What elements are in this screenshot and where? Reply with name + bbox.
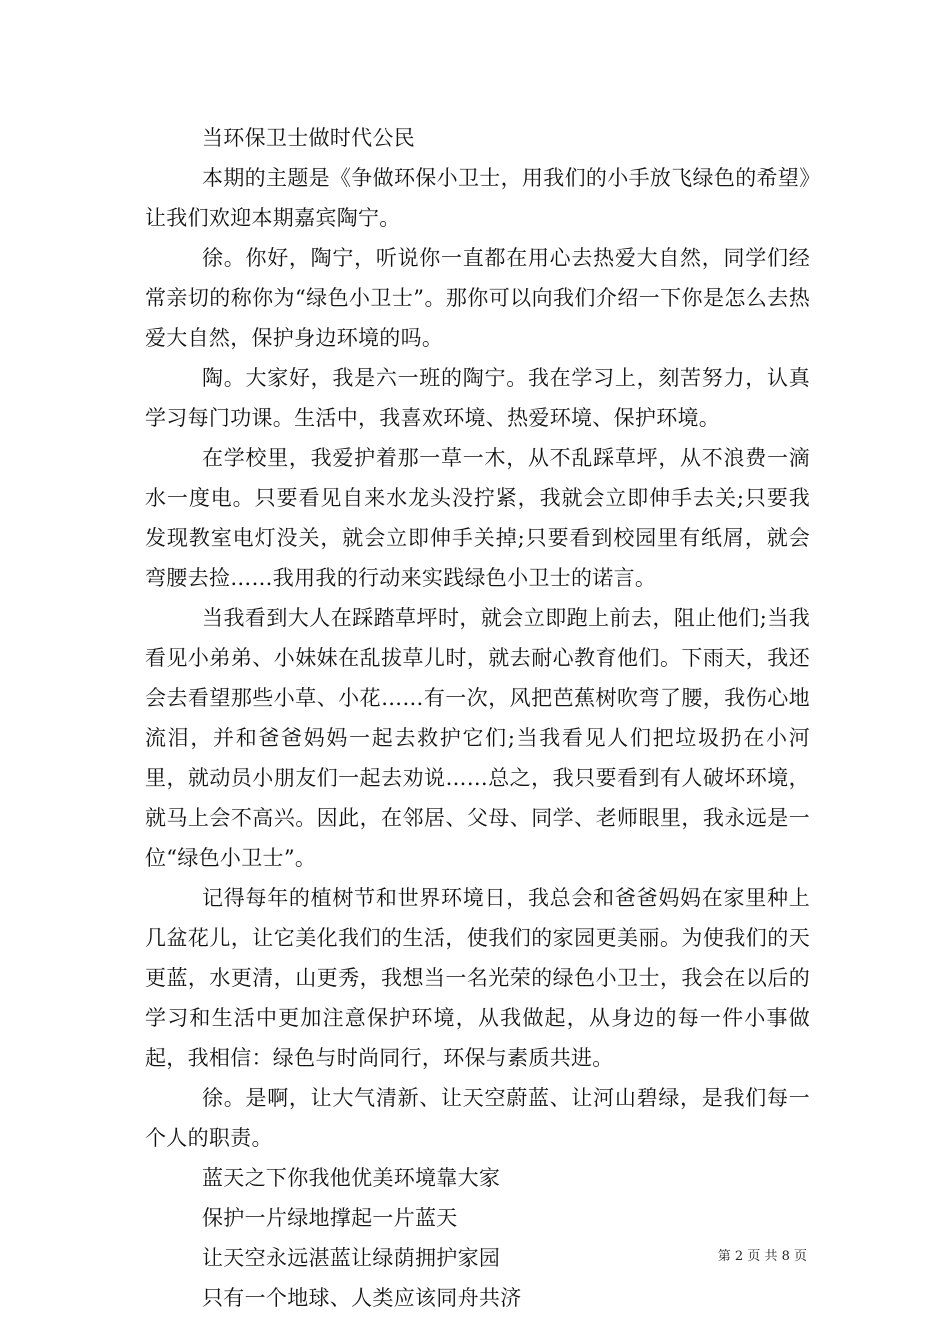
paragraph-xu-question: 徐。你好，陶宁，听说你一直都在用心去热爱大自然，同学们经常亲切的称你为“绿色小卫士”。那你可以向我们介绍一下你是怎么去热爱大自然，保护身边环境的吗。	[145, 246, 810, 350]
document-body	[145, 118, 810, 1318]
paragraph-intro: 本期的主题是《争做环保小卫士，用我们的小手放飞绿色的希望》让我们欢迎本期嘉宾陶宁。	[145, 166, 810, 230]
slogan-line: 蓝天之下你我他优美环境靠大家	[202, 1166, 501, 1190]
paragraph-school: 在学校里，我爱护着那一草一木，从不乱踩草坪，从不浪费一滴水一度电。只要看见自来水龙头没拧紧，我就会立即伸手去关;只要我发现教室电灯没关，就会立即伸手关掉;只要看到校园里有纸屑，就会弯腰去捡……我用我的行动来实践绿色小卫士的诺言。	[145, 446, 810, 590]
slogan-line: 只有一个地球、人类应该同舟共济	[202, 1286, 522, 1310]
page-number-footer: 第 2 页 共 8 页	[717, 1249, 807, 1264]
slogan-line: 保护一片绿地撑起一片蓝天	[202, 1206, 458, 1230]
paragraph-tao-answer: 陶。大家好，我是六一班的陶宁。我在学习上，刻苦努力，认真学习每门功课。生活中，我喜欢环境、热爱环境、保护环境。	[145, 366, 810, 430]
paragraph-xu-closing: 徐。是啊，让大气清新、让天空蔚蓝、让河山碧绿，是我们每一个人的职责。	[145, 1086, 810, 1150]
slogan-line: 让天空永远湛蓝让绿荫拥护家园	[202, 1246, 501, 1270]
paragraph-arbor-day: 记得每年的植树节和世界环境日，我总会和爸爸妈妈在家里种上几盆花儿，让它美化我们的生活，使我们的家园更美丽。为使我们的天更蓝，水更清，山更秀，我想当一名光荣的绿色小卫士，我会在以后的学习和生活中更加注意保护环境，从我做起，从身边的每一件小事做起，我相信：绿色与时尚同行，环保与素质共进。	[145, 886, 810, 1070]
document-title: 当环保卫士做时代公民	[202, 126, 415, 150]
paragraph-actions: 当我看到大人在踩踏草坪时，就会立即跑上前去，阻止他们;当我看见小弟弟、小妹妹在乱拔草儿时，就去耐心教育他们。下雨天，我还会去看望那些小草、小花……有一次，风把芭蕉树吹弯了腰，我伤心地流泪，并和爸爸妈妈一起去救护它们;当我看见人们把垃圾扔在小河里，就动员小朋友们一起去劝说……总之，我只要看到有人破坏环境，就马上会不高兴。因此，在邻居、父母、同学、老师眼里，我永远是一位“绿色小卫士”。	[145, 606, 810, 870]
